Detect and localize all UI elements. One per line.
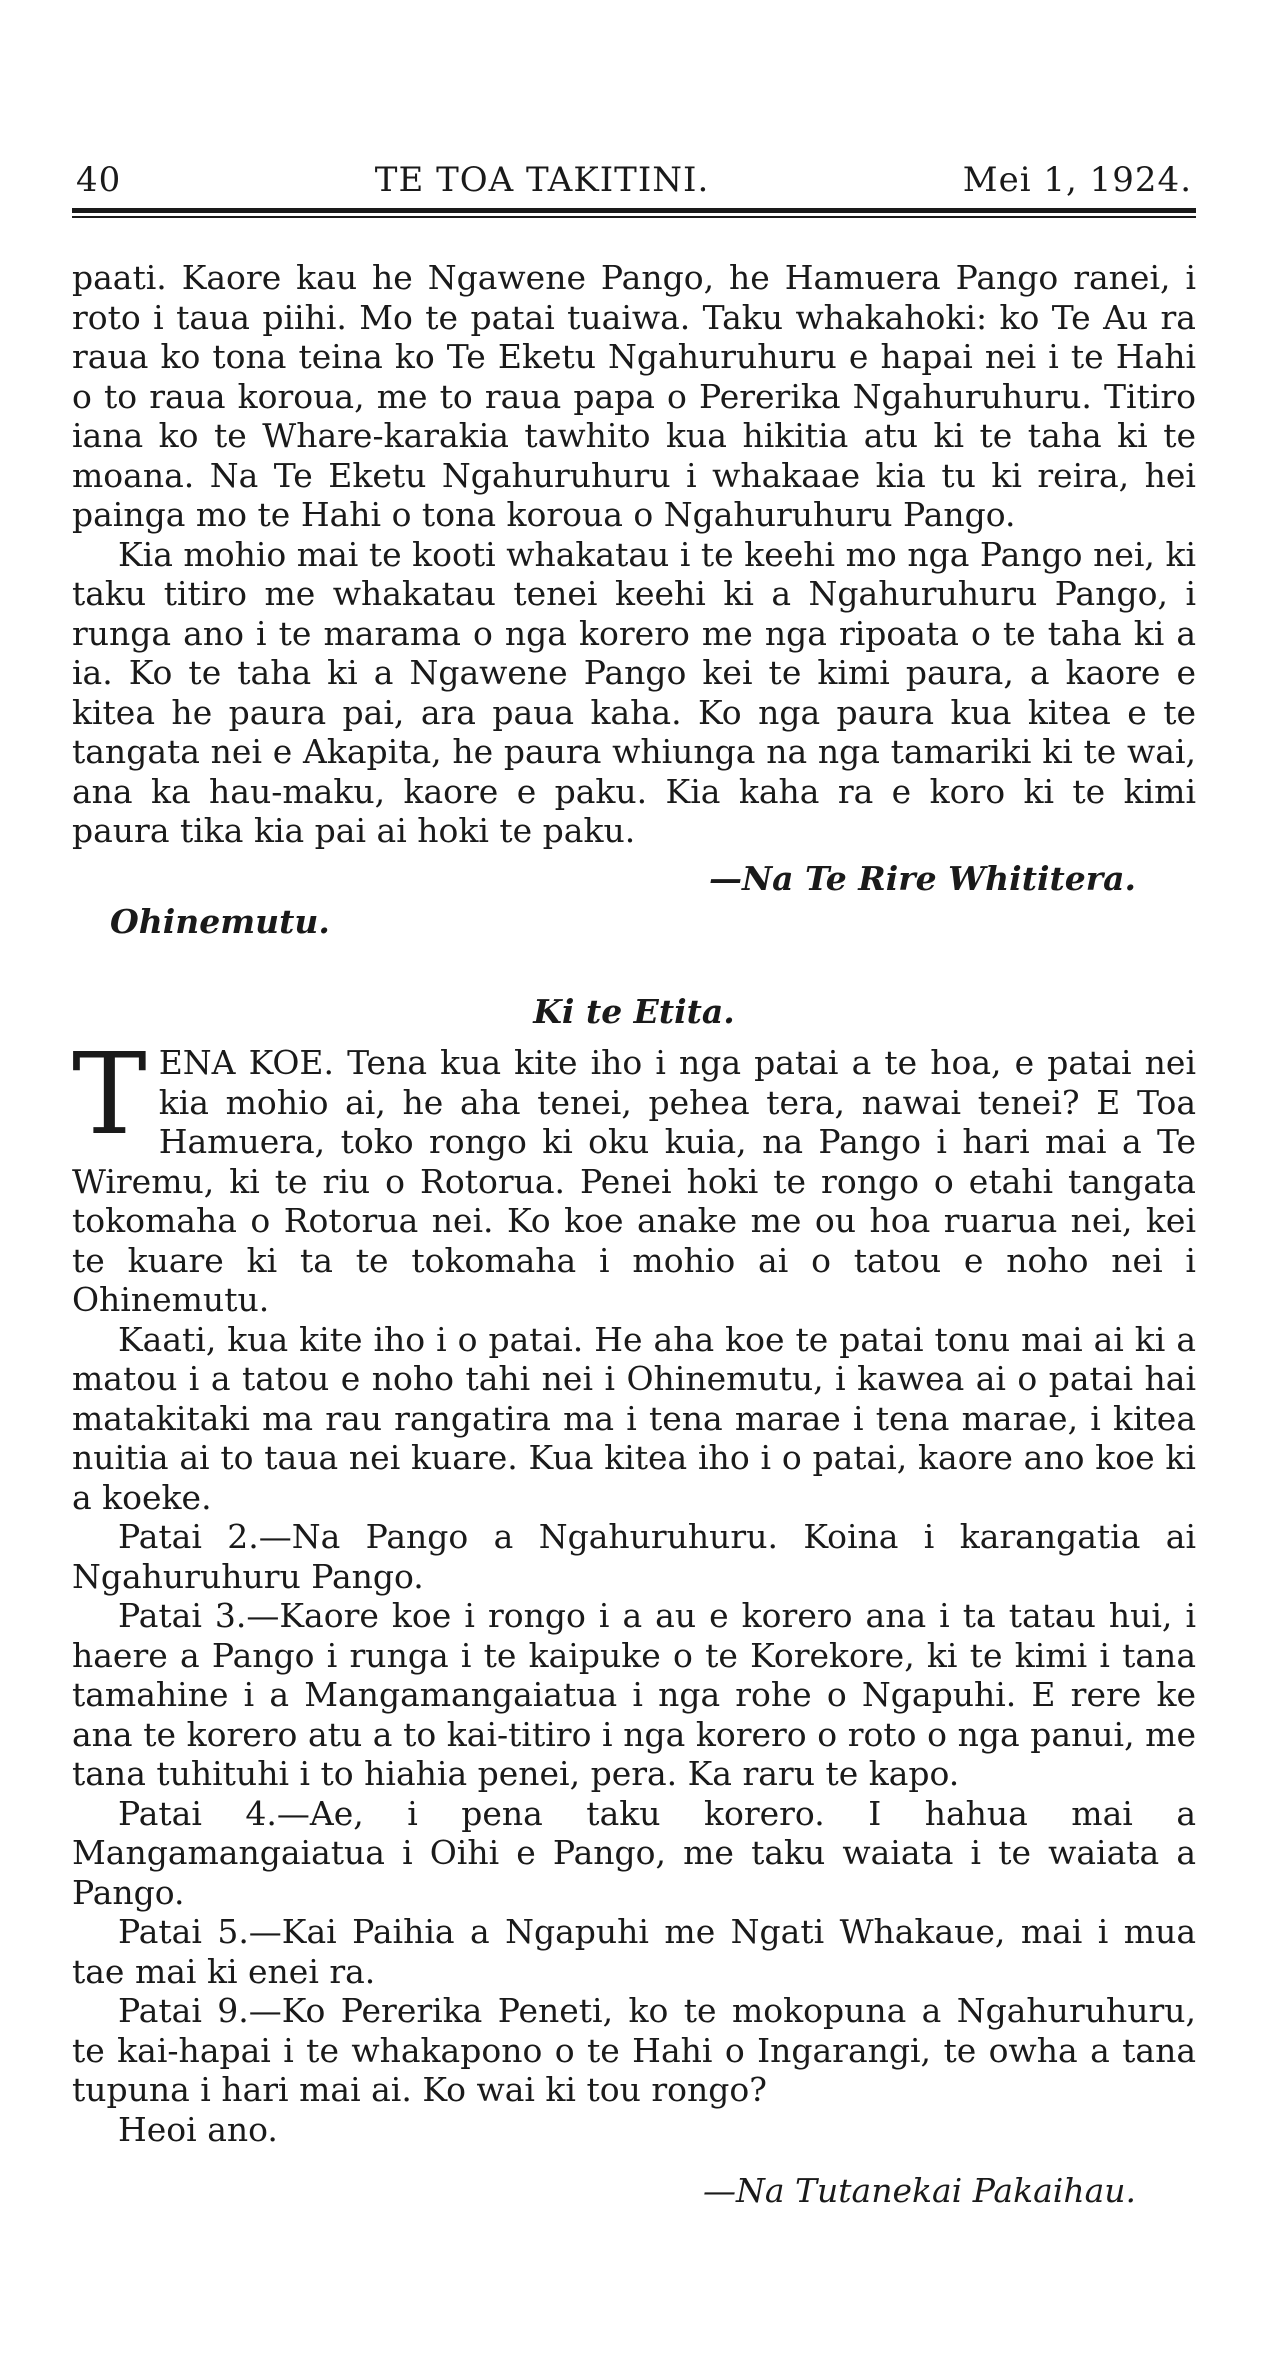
publication-title: TE TOA TAKITINI. (374, 160, 710, 200)
page-header (72, 160, 1196, 206)
issue-date: Mei 1, 1924. (962, 160, 1192, 200)
page-number: 40 (76, 160, 122, 200)
place-name: Ohinemutu. (110, 902, 330, 941)
opening-text: ENA KOE. Tena kua kite iho i nga patai a te hoa, e patai nei kia mohio ai, he aha tenei, pehea tera, nawai tenei? E Toa Hamuera, toko rongo ki oku kuia, na Pango i hari mai a Te Wiremu, ki te riu o Rotorua. Penei hoki te rongo o etahi tangata tokomaha o Rotorua nei. Ko koe anake me ou hoa ruarua nei, kei te kuare ki ta te tokomaha i mohio ai o tatou e noho nei i Ohinemutu. (72, 1043, 1196, 1319)
signature: —Na Tutanekai Pakaihau. (702, 2171, 1136, 2210)
paragraph: Kaati, kua kite iho i o patai. He aha koe te patai tonu mai ai ki a matou i a tatou e noho tahi nei i Ohinemutu, i kawea ai o patai hai matakitaki ma rau rangatira ma i tena marae i tena marae, i kitea nuitia ai to taua nei kuare. Kua kitea iho i o patai, kaore ano koe ki a koeke. (72, 1319, 1196, 1517)
paragraph: Patai 4.—Ae, i pena taku korero. I hahua mai a Mangamangaiatua i Oihi e Pango, me taku waiata i te waiata a Pango. (72, 1793, 1196, 1912)
drop-cap: T (72, 1030, 147, 1160)
paragraph: Patai 9.—Ko Pererika Peneti, ko te mokopuna a Ngahuruhuru, te kai-hapai i te whakapono o te Hahi o Ingarangi, te owha a tana tupuna i hari mai ai. Ko wai ki tou rongo? (72, 1991, 1196, 2109)
letter-heading: Ki te Etita. (533, 991, 735, 1031)
paragraph: Patai 3.—Kaore koe i rongo i a au e korero ana i ta tatau hui, i haere a Pango i runga i te kaipuke o te Korekore, ki te kimi i tana tamahine i a Mangamangaiatua i nga rohe o Ngapuhi. E rere ke ana te korero atu a to kai-titiro i nga korero o roto o nga panui, me tana tuhituhi i to hiahia penei, pera. Ka raru te kapo. (72, 1596, 1196, 1793)
header-rule-thin (72, 216, 1196, 218)
paragraph: Heoi ano. (118, 2109, 278, 2149)
document-page (72, 160, 1196, 2211)
header-rule-thick (72, 208, 1196, 213)
signature: —Na Te Rire Whititera. (709, 858, 1136, 898)
opening-paragraph (72, 1030, 1196, 1320)
paragraph: Patai 5.—Kai Paihia a Ngapuhi me Ngati Whakaue, mai i mua tae mai ki enei ra. (72, 1912, 1196, 1991)
paragraph: paati. Kaore kau he Ngawene Pango, he Hamuera Pango ranei, i roto i taua piihi. Mo te patai tuaiwa. Taku whakahoki: ko Te Au ra raua ko tona teina ko Te Eketu Ngahuruhuru e hapai nei i te Hahi o to raua koroua, me to raua papa o Pererika Ngahuruhuru. Titiro iana ko te Whare-karakia tawhito kua hikitia atu ki te taha ki te moana. Na Te Eketu Ngahuruhuru i whakaae kia tu ki reira, hei painga mo te Hahi o tona koroua o Ngahuruhuru Pango. (72, 258, 1196, 534)
paragraph: Patai 2.—Na Pango a Ngahuruhuru. Koina i karangatia ai Ngahuruhuru Pango. (72, 1517, 1196, 1596)
paragraph: Kia mohio mai te kooti whakatau i te keehi mo nga Pango nei, ki taku titiro me whakatau tenei keehi ki a Ngahuruhuru Pango, i runga ano i te marama o nga korero me nga ripoata o te taha ki a ia. Ko te taha ki a Ngawene Pango kei te kimi paura, a kaore e kitea he paura pai, ara paua kaha. Ko nga paura kua kitea e te tangata nei e Akapita, he paura whiunga na nga tamariki ki te wai, ana ka hau-maku, kaore e paku. Kia kaha ra e koro ki te kimi paura tika kia pai ai hoki te paku. (72, 534, 1196, 850)
article-body (72, 258, 1196, 2211)
